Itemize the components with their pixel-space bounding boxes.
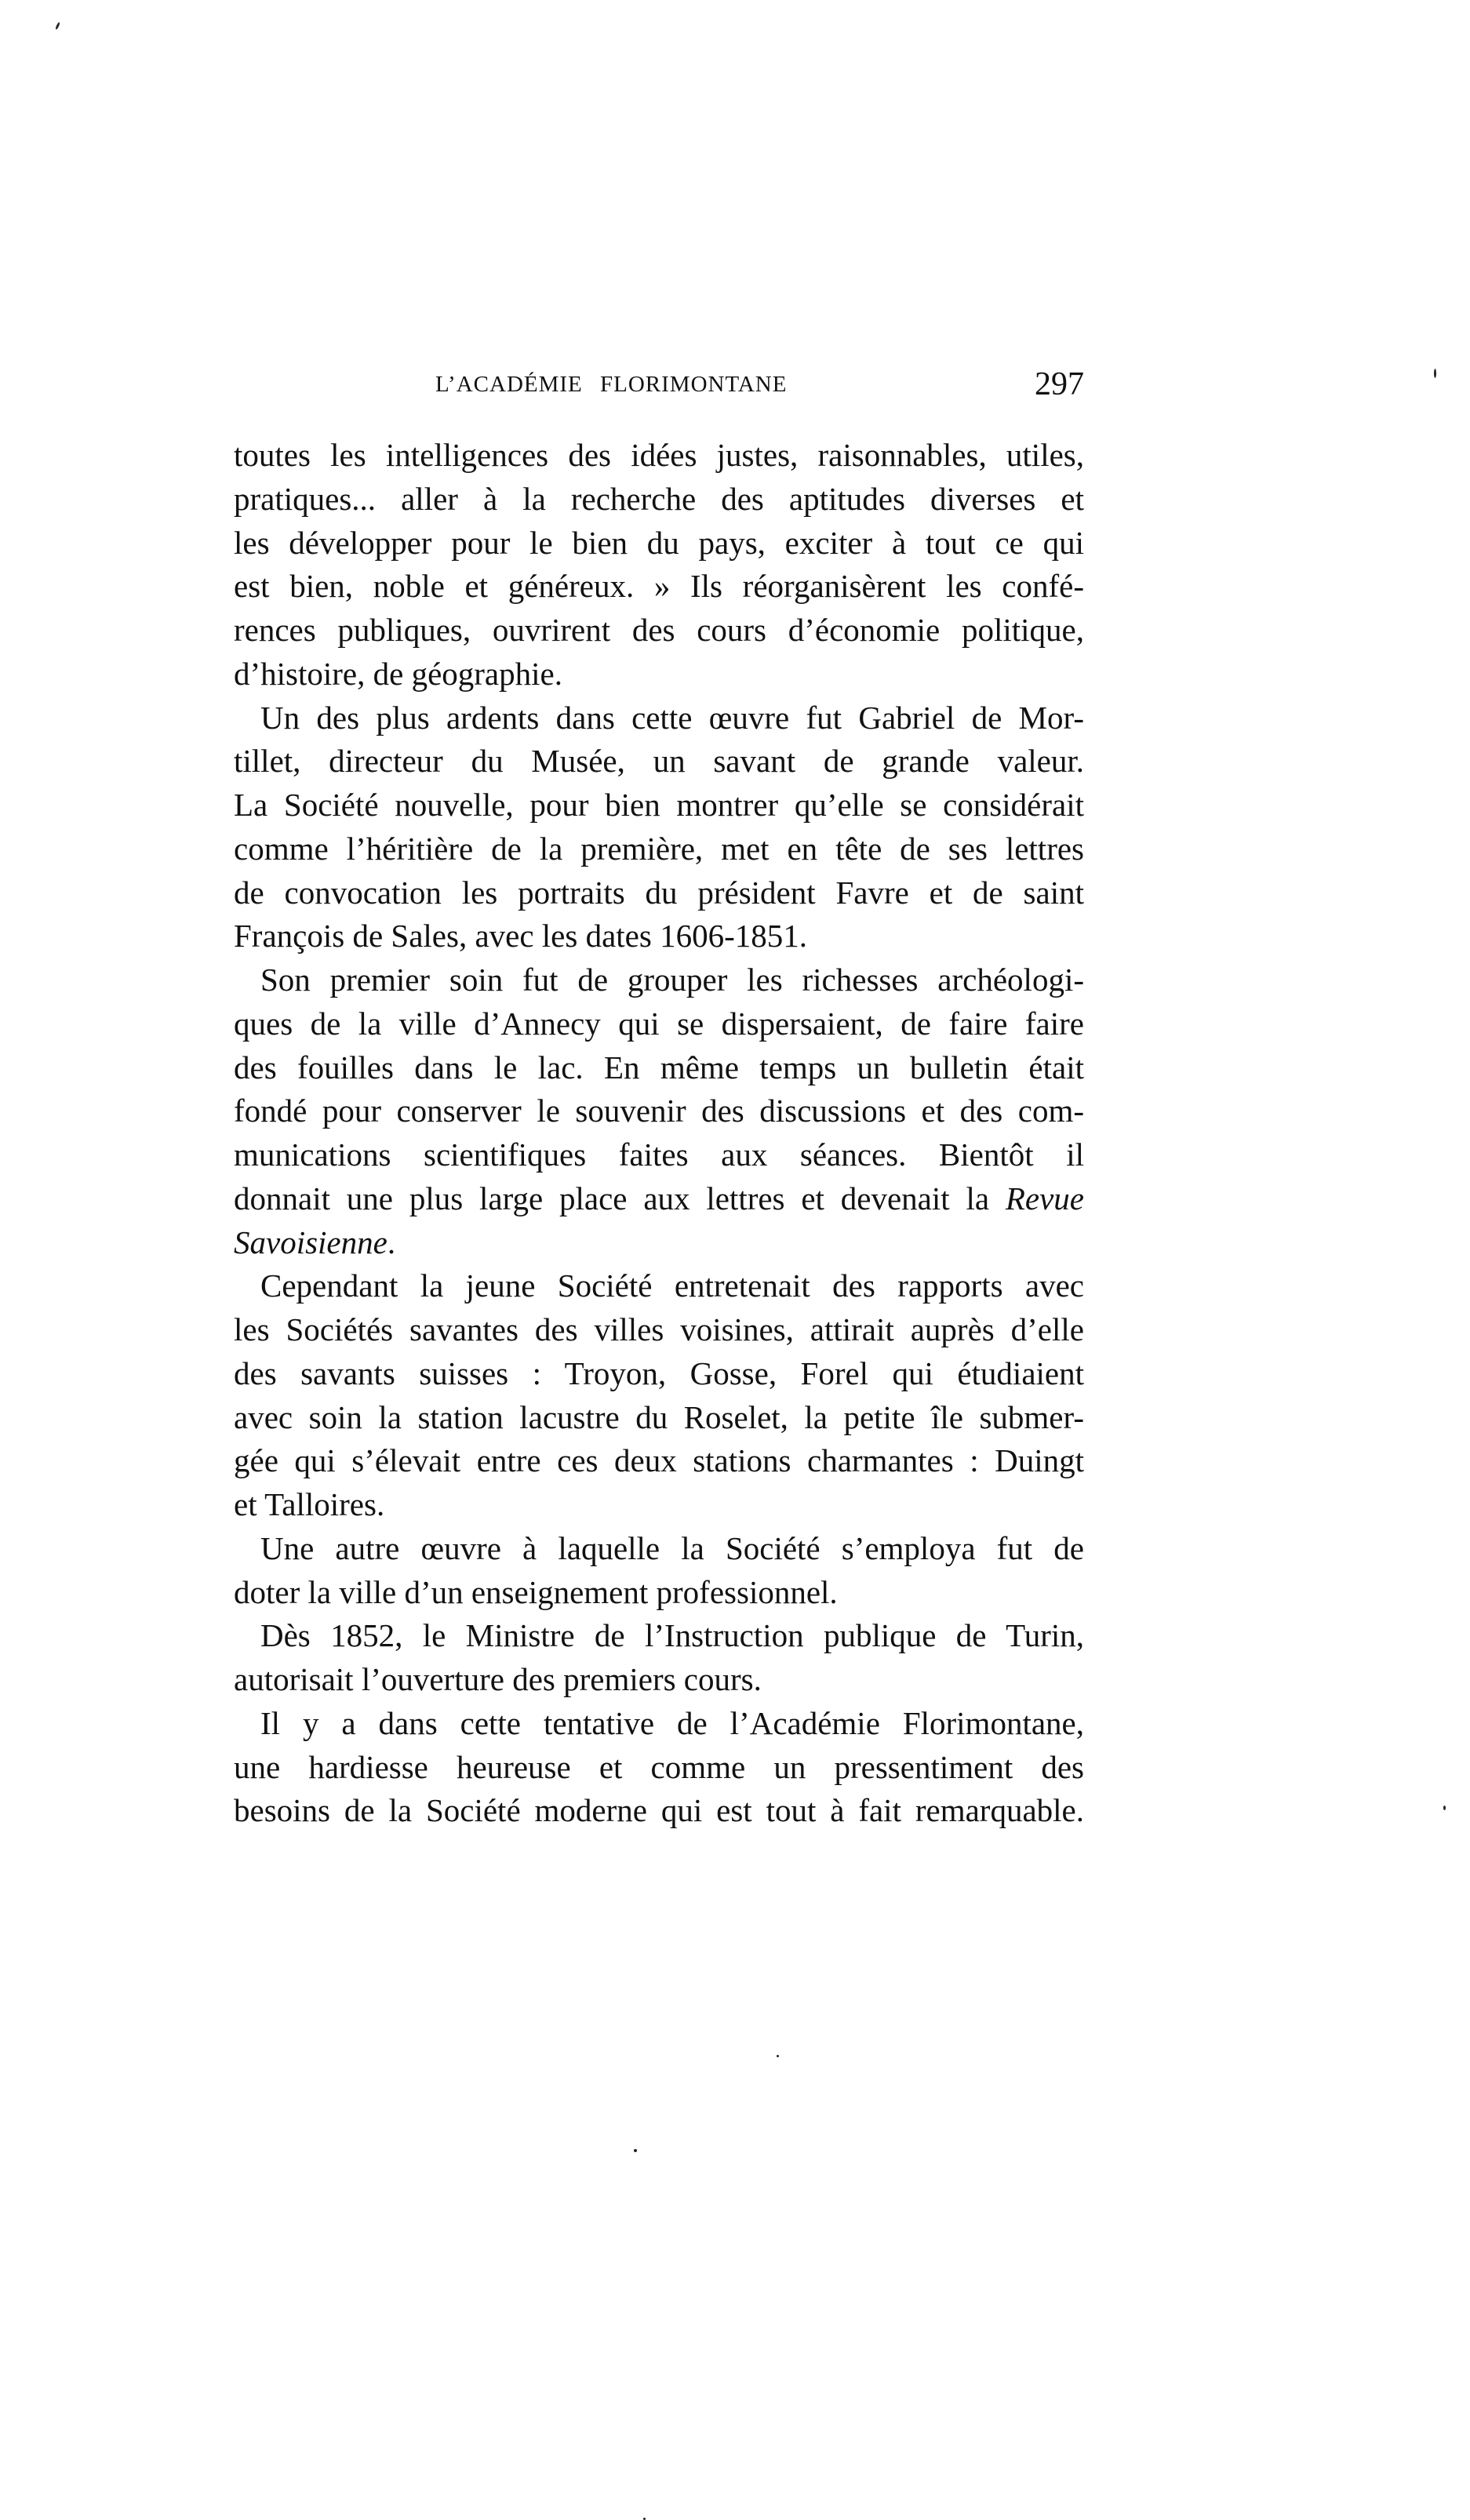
text-line: Dès 1852, le Ministre de l’Instruction publique de Turin, bbox=[260, 1617, 1084, 1654]
paragraph-3 bbox=[234, 958, 1084, 1264]
running-title: L’ACADÉMIE FLORIMONTANE bbox=[435, 372, 788, 397]
paragraph-2 bbox=[234, 696, 1084, 959]
text-line: comme l’héritière de la première, met en tête de ses lettres bbox=[234, 830, 1084, 867]
text-line: Savoisienne. bbox=[234, 1224, 396, 1260]
running-head bbox=[234, 365, 1084, 409]
text-line: Une autre œuvre à laquelle la Société s’employa fut de bbox=[260, 1529, 1084, 1566]
text-line: de convocation les portraits du président Favre et de saint bbox=[234, 874, 1084, 911]
text-line: ques de la ville d’Annecy qui se dispersaient, de faire faire bbox=[234, 1005, 1084, 1042]
text-line: Un des plus ardents dans cette œuvre fut Gabriel de Mor- bbox=[260, 699, 1084, 736]
paragraph-1 bbox=[234, 434, 1084, 696]
text-line: Cependant la jeune Société entretenait des rapports avec bbox=[260, 1267, 1084, 1304]
text-line: avec soin la station lacustre du Roselet, la petite île submer- bbox=[234, 1398, 1084, 1435]
text-line: gée qui s’élevait entre ces deux stations charmantes : Duingt bbox=[234, 1442, 1084, 1479]
text-line: doter la ville d’un enseignement professionnel. bbox=[234, 1573, 838, 1610]
text-line: est bien, noble et généreux. » Ils réorganisèrent les confé- bbox=[234, 568, 1084, 605]
text-line: donnait une plus large place aux lettres et devenait la Revue bbox=[234, 1180, 1084, 1216]
italic-title: Savoisienne bbox=[234, 1224, 388, 1260]
text-line: des fouilles dans le lac. En même temps un bulletin était bbox=[234, 1049, 1084, 1085]
paragraph-6 bbox=[234, 1614, 1084, 1702]
body-text bbox=[234, 434, 1084, 1833]
text-line: les Sociétés savantes des villes voisines, attirait auprès d’elle bbox=[234, 1311, 1084, 1347]
scan-speck bbox=[777, 2055, 779, 2057]
text-line: d’histoire, de géographie. bbox=[234, 655, 562, 692]
text-line: les développer pour le bien du pays, exciter à tout ce qui bbox=[234, 524, 1084, 561]
page-number: 297 bbox=[1035, 366, 1084, 402]
text-line: une hardiesse heureuse et comme un pressentiment des bbox=[234, 1748, 1084, 1785]
text-line: fondé pour conserver le souvenir des discussions et des com- bbox=[234, 1093, 1084, 1129]
paragraph-5 bbox=[234, 1527, 1084, 1615]
scan-speck bbox=[1434, 369, 1436, 378]
text-line: Il y a dans cette tentative de l’Académie Florimontane, bbox=[260, 1704, 1084, 1741]
paragraph-7 bbox=[234, 1702, 1084, 1833]
text-line: besoins de la Société moderne qui est tout à fait remarquable. bbox=[234, 1792, 1084, 1829]
text-line: tillet, directeur du Musée, un savant de grande valeur. bbox=[234, 743, 1084, 780]
paragraph-4 bbox=[234, 1264, 1084, 1527]
text-line: toutes les intelligences des idées justes, raisonnables, utiles, bbox=[234, 437, 1084, 473]
text-line: des savants suisses : Troyon, Gosse, Forel qui étudiaient bbox=[234, 1355, 1084, 1391]
scan-speck bbox=[634, 2149, 637, 2152]
text-line: La Société nouvelle, pour bien montrer qu’elle se considérait bbox=[234, 787, 1084, 823]
text-line: François de Sales, avec les dates 1606-1851. bbox=[234, 918, 807, 955]
text-line: autorisait l’ouverture des premiers cours. bbox=[234, 1661, 762, 1697]
italic-title: Revue bbox=[1005, 1180, 1084, 1216]
text-line: pratiques... aller à la recherche des aptitudes diverses et bbox=[234, 480, 1084, 517]
text-line: Son premier soin fut de grouper les richesses archéologi- bbox=[260, 962, 1084, 998]
text-line: rences publiques, ouvrirent des cours d’économie politique, bbox=[234, 612, 1084, 648]
scan-speck bbox=[1443, 1805, 1446, 1810]
scan-speck bbox=[55, 22, 60, 30]
text-line: munications scientifiques faites aux séances. Bientôt il bbox=[234, 1136, 1084, 1173]
text-line: et Talloires. bbox=[234, 1486, 385, 1522]
